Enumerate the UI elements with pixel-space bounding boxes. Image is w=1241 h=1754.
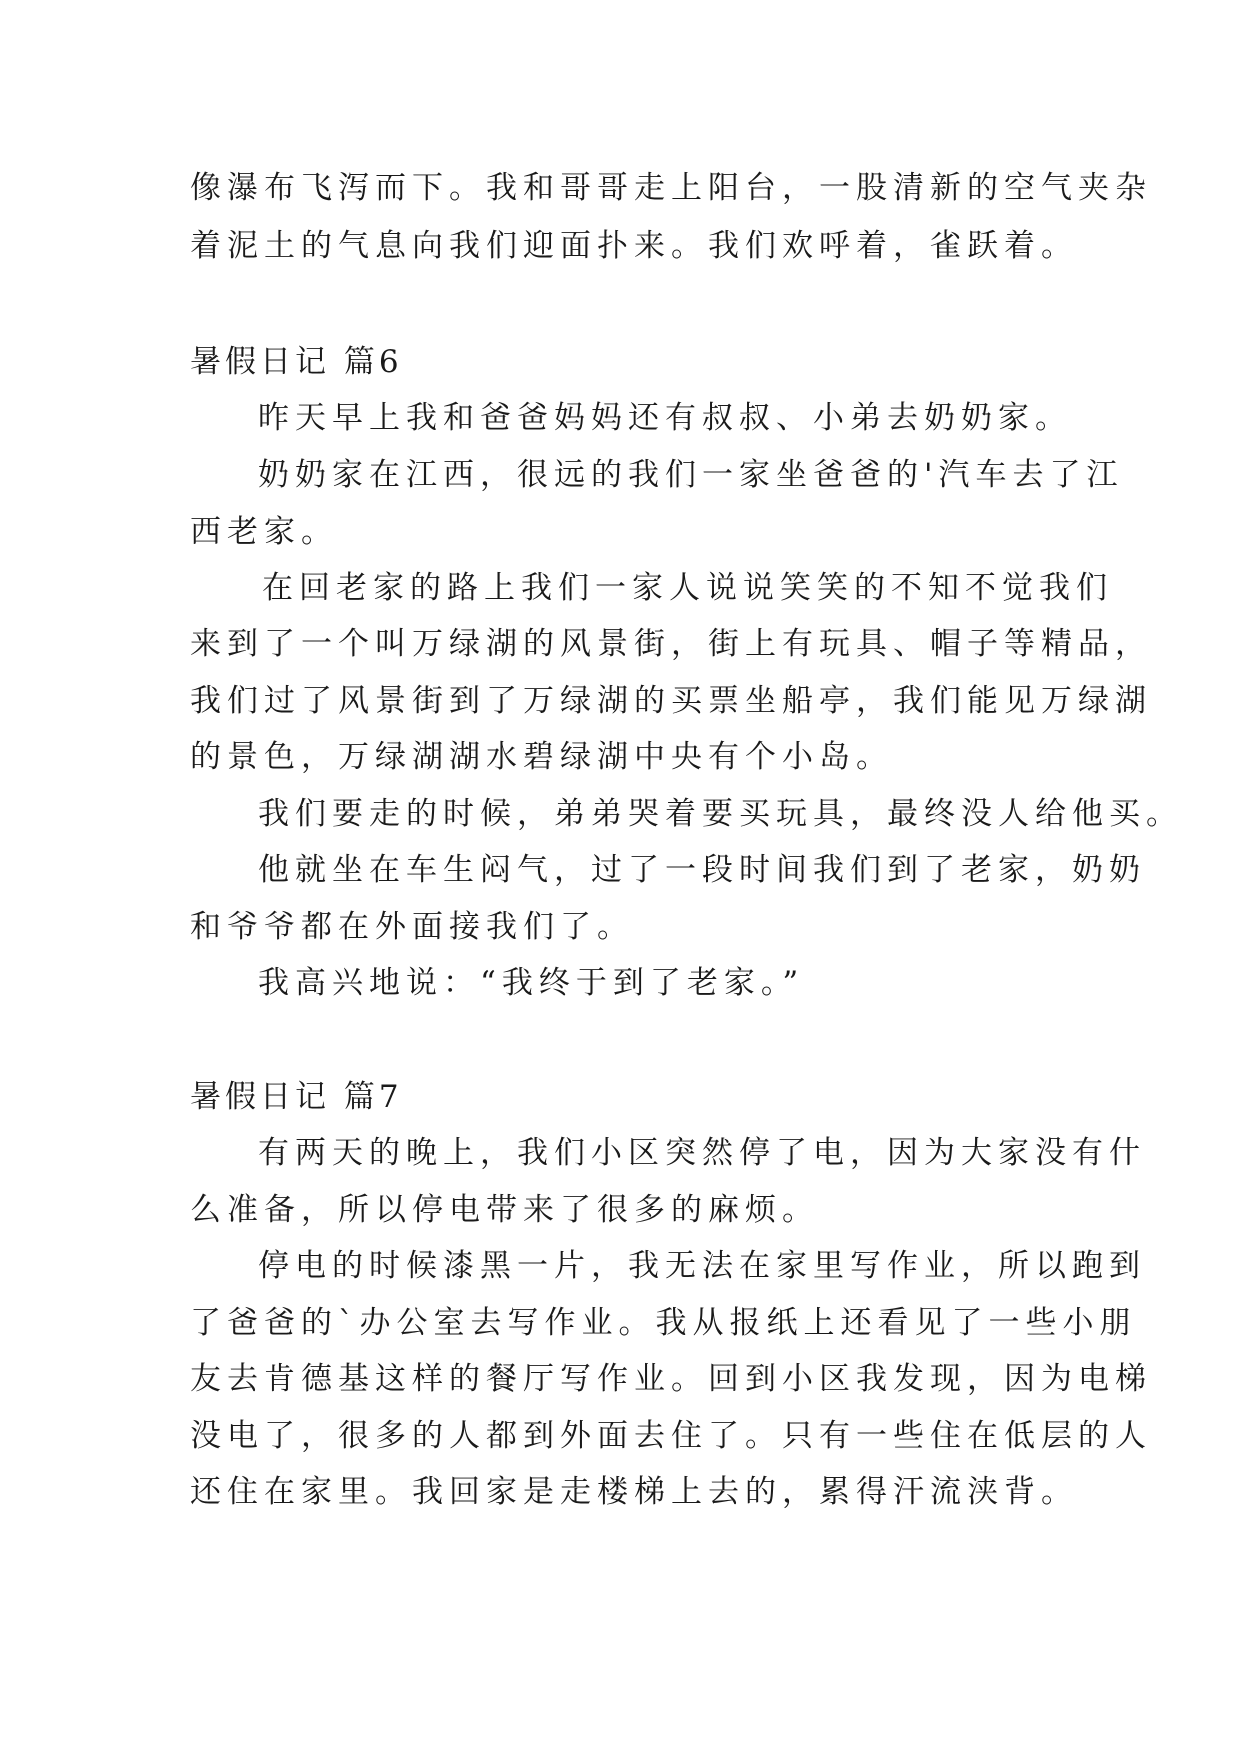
text-line: 了爸爸的`办公室去写作业。我从报纸上还看见了一些小朋 (190, 1305, 1137, 1341)
text-line: 还住在家里。我回家是走楼梯上去的，累得汗流浃背。 (190, 1474, 1078, 1510)
text-line: 在回老家的路上我们一家人说说笑笑的不知不觉我们 (262, 570, 1113, 606)
text-line: 停电的时候漆黑一片，我无法在家里写作业，所以跑到 (258, 1248, 1146, 1284)
text-line: 么准备，所以停电带来了很多的麻烦。 (190, 1192, 819, 1228)
text-line: 的景色，万绿湖湖水碧绿湖中央有个小岛。 (190, 739, 893, 775)
text-line: 我高兴地说：“我终于到了老家。” (258, 965, 805, 1001)
text-line: 友去肯德基这样的餐厅写作业。回到小区我发现，因为电梯 (190, 1361, 1152, 1397)
section-heading: 暑假日记 篇7 (190, 1079, 403, 1115)
text-line: 奶奶家在江西，很远的我们一家坐爸爸的'汽车去了江 (258, 457, 1124, 493)
text-line: 我们要走的时候，弟弟哭着要买玩具，最终没人给他买。 (258, 796, 1183, 832)
text-line: 着泥土的气息向我们迎面扑来。我们欢呼着，雀跃着。 (190, 228, 1078, 264)
text-line: 来到了一个叫万绿湖的风景街，街上有玩具、帽子等精品， (190, 626, 1152, 662)
text-line: 没电了，很多的人都到外面去住了。只有一些住在低层的人 (190, 1418, 1152, 1454)
text-line: 昨天早上我和爸爸妈妈还有叔叔、小弟去奶奶家。 (258, 400, 1072, 436)
text-line: 像瀑布飞泻而下。我和哥哥走上阳台，一股清新的空气夹杂 (190, 170, 1152, 206)
section-heading: 暑假日记 篇6 (190, 344, 403, 380)
text-line: 西老家。 (190, 514, 338, 550)
text-line: 和爷爷都在外面接我们了。 (190, 909, 634, 945)
text-line: 有两天的晚上，我们小区突然停了电，因为大家没有什 (258, 1135, 1146, 1171)
text-line: 他就坐在车生闷气，过了一段时间我们到了老家，奶奶 (258, 852, 1146, 888)
text-line: 我们过了风景街到了万绿湖的买票坐船亭，我们能见万绿湖 (190, 683, 1152, 719)
